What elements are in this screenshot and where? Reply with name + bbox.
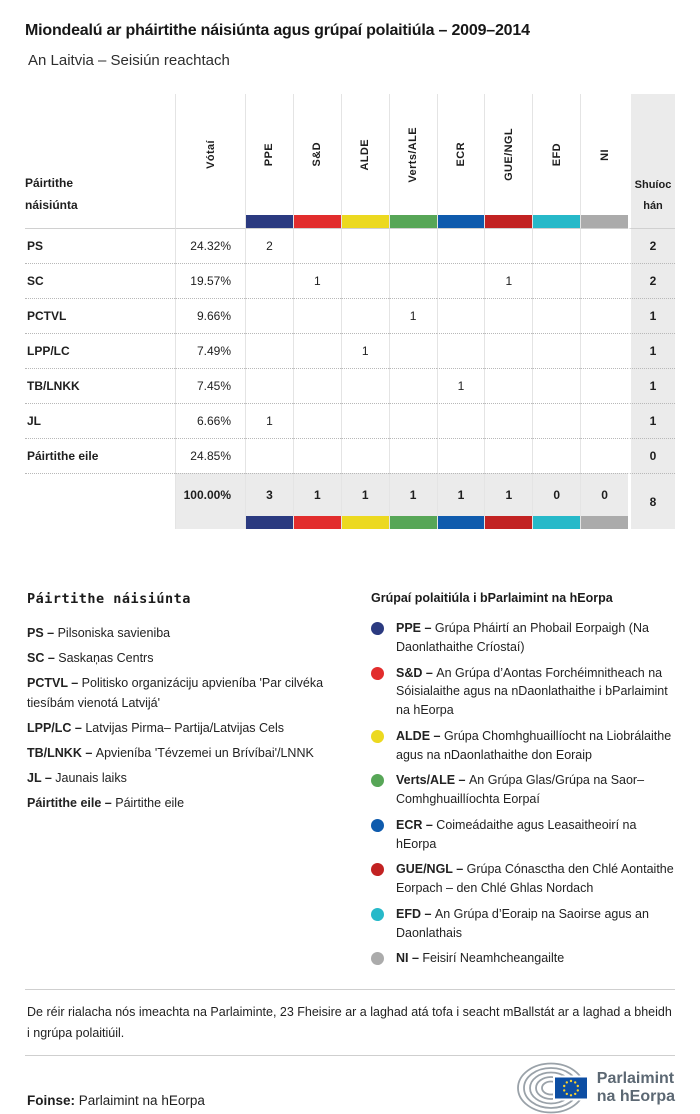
infographic-page bbox=[0, 22, 700, 1113]
group-seats-cell bbox=[580, 298, 628, 333]
party-name-cell: PCTVL bbox=[25, 298, 175, 333]
group-column-header-alde bbox=[341, 94, 389, 228]
group-seats-cell bbox=[293, 438, 341, 473]
group-column-header-sd bbox=[293, 94, 341, 228]
group-seats-cell bbox=[484, 333, 532, 368]
group-color-dot-icon bbox=[371, 622, 384, 635]
party-legend-item: SC – Saskaņas Centrs bbox=[27, 651, 154, 665]
total-seats-cell: 2 bbox=[628, 228, 675, 263]
group-seats-cell bbox=[532, 263, 580, 298]
group-legend-text: S&D – An Grúpa d’Aontas Forchéimnitheach na Sóisialaithe agus na nDaonlathaithe i bParlaimint na hEorpa bbox=[396, 665, 668, 717]
total-group-seats-cell: 1 bbox=[341, 473, 389, 529]
group-column-header-vertsale bbox=[389, 94, 437, 228]
total-seats-cell: 1 bbox=[628, 333, 675, 368]
group-legend-item bbox=[371, 664, 675, 720]
group-column-header-rot: EFD bbox=[550, 142, 563, 167]
party-name-cell: Páirtithe eile bbox=[25, 438, 175, 473]
group-color-dot-icon bbox=[371, 774, 384, 787]
party-name-cell: TB/LNKK bbox=[25, 368, 175, 403]
page-subtitle: An Laitvia – Seisiún reachtach bbox=[28, 52, 230, 69]
group-color-bar bbox=[581, 215, 628, 228]
eu-flag-icon bbox=[554, 1077, 588, 1100]
party-legend-item: PS – Pilsoniska savieniba bbox=[27, 626, 171, 640]
page-title: Miondealú ar pháirtithe náisiúnta agus grúpaí polaitiúla – 2009–2014 bbox=[25, 22, 530, 39]
group-legend-item bbox=[371, 771, 675, 809]
group-seats-cell bbox=[484, 228, 532, 263]
party-name-cell: PS bbox=[25, 228, 175, 263]
group-seats-cell bbox=[341, 403, 389, 438]
group-color-dot-icon bbox=[371, 819, 384, 832]
group-seats-cell bbox=[437, 263, 485, 298]
group-legend-text: Verts/ALE – An Grúpa Glas/Grúpa na Saor–Comhghuaillíochta Eorpaí bbox=[396, 773, 645, 806]
votes-column-header bbox=[175, 94, 245, 228]
group-color-bar bbox=[533, 215, 580, 228]
group-color-bar bbox=[438, 516, 485, 529]
group-legend-item bbox=[371, 619, 675, 657]
group-seats-cell bbox=[532, 438, 580, 473]
total-group-seats-cell: 1 bbox=[389, 473, 437, 529]
group-seats-cell bbox=[580, 368, 628, 403]
group-column-header-rot: ALDE bbox=[359, 138, 372, 171]
group-legend-text: EFD – An Grúpa d’Eoraip na Saoirse agus an Daonlathais bbox=[396, 906, 649, 940]
group-color-bar bbox=[342, 516, 389, 529]
votes-cell: 6.66% bbox=[175, 403, 245, 438]
group-seats-cell bbox=[532, 368, 580, 403]
group-seats-cell bbox=[245, 438, 293, 473]
national-parties-legend bbox=[27, 591, 347, 818]
group-color-dot-icon bbox=[371, 667, 384, 680]
group-legend-item bbox=[371, 727, 675, 765]
group-seats-cell: 1 bbox=[341, 333, 389, 368]
group-color-bar bbox=[581, 516, 628, 529]
source-label: Foinse: bbox=[27, 1093, 76, 1109]
group-seats-cell bbox=[245, 333, 293, 368]
ep-hemicycle-icon bbox=[513, 1062, 589, 1114]
votes-cell: 24.32% bbox=[175, 228, 245, 263]
group-column-header-rot: ECR bbox=[454, 142, 467, 167]
group-column-header-ecr bbox=[437, 94, 485, 228]
group-seats-cell bbox=[245, 368, 293, 403]
group-seats-cell bbox=[389, 263, 437, 298]
group-seats-cell bbox=[580, 263, 628, 298]
votes-cell: 9.66% bbox=[175, 298, 245, 333]
source-value: Parlaimint na hEorpa bbox=[78, 1093, 205, 1109]
group-seats-cell bbox=[293, 368, 341, 403]
party-legend-item: Páirtithe eile – Páirtithe eile bbox=[27, 796, 185, 810]
group-seats-cell bbox=[580, 403, 628, 438]
votes-column-header-rot: Vótaí bbox=[204, 140, 217, 169]
group-seats-cell bbox=[437, 333, 485, 368]
group-seats-cell bbox=[532, 228, 580, 263]
group-column-header-ni bbox=[580, 94, 628, 228]
total-row-label-cell bbox=[25, 473, 175, 529]
source-row bbox=[27, 1062, 675, 1114]
group-seats-cell bbox=[437, 403, 485, 438]
group-column-header-rot: S&D bbox=[311, 142, 324, 167]
total-seats-cell: 2 bbox=[628, 263, 675, 298]
total-seats-cell: 0 bbox=[628, 438, 675, 473]
group-column-header-ppe bbox=[245, 94, 293, 228]
group-column-header-guengl bbox=[484, 94, 532, 228]
national-parties-legend-heading: Páirtithe náisiúnta bbox=[27, 591, 191, 607]
votes-cell: 7.45% bbox=[175, 368, 245, 403]
group-color-bar bbox=[342, 215, 389, 228]
group-color-bar bbox=[533, 516, 580, 529]
votes-cell: 24.85% bbox=[175, 438, 245, 473]
group-seats-cell bbox=[245, 298, 293, 333]
group-legend-item bbox=[371, 905, 675, 943]
group-seats-cell bbox=[532, 403, 580, 438]
footnote-text: De réir rialacha nós imeachta na Parlaiminte, 23 Fheisire ar a laghad atá tofa i seacht mBallstát ar a laghad a bheidh i ngrúpa polaitiúil. bbox=[27, 1005, 672, 1040]
group-seats-cell bbox=[341, 298, 389, 333]
divider bbox=[25, 1055, 675, 1056]
group-color-dot-icon bbox=[371, 863, 384, 876]
group-seats-cell bbox=[437, 298, 485, 333]
party-name-cell: LPP/LC bbox=[25, 333, 175, 368]
group-seats-cell bbox=[484, 403, 532, 438]
group-legend-text: NI – Feisirí Neamhcheangailte bbox=[396, 951, 565, 966]
group-color-bar bbox=[246, 215, 293, 228]
group-seats-cell bbox=[341, 438, 389, 473]
group-seats-cell bbox=[341, 228, 389, 263]
group-seats-cell bbox=[245, 263, 293, 298]
group-seats-cell: 1 bbox=[484, 263, 532, 298]
total-group-seats-cell: 1 bbox=[484, 473, 532, 529]
group-seats-cell bbox=[580, 228, 628, 263]
group-seats-cell bbox=[437, 438, 485, 473]
group-column-header-rot: Verts/ALE bbox=[407, 126, 420, 183]
group-legend-text: GUE/NGL – Grúpa Cónasctha den Chlé Aontaithe Eorpach – den Chlé Ghlas Nordach bbox=[396, 862, 674, 895]
group-color-dot-icon bbox=[371, 908, 384, 921]
group-color-dot-icon bbox=[371, 952, 384, 965]
group-color-bar bbox=[294, 215, 341, 228]
group-seats-cell: 1 bbox=[293, 263, 341, 298]
total-seats-cell: 1 bbox=[628, 403, 675, 438]
group-color-dot-icon bbox=[371, 730, 384, 743]
total-seats-cell: 1 bbox=[628, 368, 675, 403]
ep-logo bbox=[513, 1062, 675, 1114]
votes-cell: 7.49% bbox=[175, 333, 245, 368]
political-groups-legend-heading: Grúpaí polaitiúla i bParlaimint na hEorpa bbox=[371, 591, 613, 605]
group-color-bar bbox=[390, 215, 437, 228]
total-group-seats-cell: 1 bbox=[437, 473, 485, 529]
group-legend-item bbox=[371, 816, 675, 854]
group-column-header-rot: NI bbox=[598, 148, 611, 161]
group-seats-cell bbox=[437, 228, 485, 263]
group-column-header-rot: PPE bbox=[263, 142, 276, 167]
group-color-bar bbox=[246, 516, 293, 529]
group-legend-text: PPE – Grúpa Pháirtí an Phobail Eorpaigh (Na Daonlathaithe Críostaí) bbox=[396, 621, 649, 654]
group-seats-cell bbox=[580, 333, 628, 368]
political-groups-legend bbox=[371, 591, 675, 975]
group-column-header-rot: GUE/NGL bbox=[502, 128, 515, 181]
group-seats-cell bbox=[341, 263, 389, 298]
ep-logo-text: Parlaimint na hEorpa bbox=[596, 1069, 675, 1106]
votes-cell: 19.57% bbox=[175, 263, 245, 298]
group-seats-cell bbox=[389, 333, 437, 368]
group-seats-cell bbox=[293, 228, 341, 263]
total-group-seats-cell: 0 bbox=[532, 473, 580, 529]
group-seats-cell bbox=[293, 403, 341, 438]
legends-section bbox=[27, 591, 675, 975]
group-legend-text: ECR – Coimeádaithe agus Leasaitheoirí na hEorpa bbox=[396, 817, 637, 851]
party-name-cell: SC bbox=[25, 263, 175, 298]
group-seats-cell bbox=[532, 333, 580, 368]
total-seats-cell: 1 bbox=[628, 298, 675, 333]
group-seats-cell bbox=[389, 438, 437, 473]
total-votes-cell: 100.00% bbox=[175, 473, 245, 529]
party-column-header: Páirtithe náisiúnta bbox=[25, 175, 78, 212]
party-legend-item: LPP/LC – Latvijas Pirma– Partija/Latvijas Cels bbox=[27, 721, 285, 735]
group-seats-cell bbox=[293, 298, 341, 333]
party-legend-item: JL – Jaunais laiks bbox=[27, 771, 127, 785]
group-legend-item bbox=[371, 860, 675, 898]
group-color-bar bbox=[485, 516, 532, 529]
group-seats-cell bbox=[389, 368, 437, 403]
group-seats-cell bbox=[484, 298, 532, 333]
total-seats-sum-cell: 8 bbox=[628, 473, 675, 529]
party-legend-item: TB/LNKK – Apvieníba 'Tévzemei un Brívíbai'/LNNK bbox=[27, 746, 314, 760]
group-seats-cell bbox=[293, 333, 341, 368]
group-seats-cell bbox=[341, 368, 389, 403]
group-seats-cell bbox=[580, 438, 628, 473]
group-seats-cell bbox=[389, 228, 437, 263]
group-color-bar bbox=[438, 215, 485, 228]
group-color-bar bbox=[294, 516, 341, 529]
group-legend-text: ALDE – Grúpa Chomhghuaillíocht na Liobrálaithe agus na nDaonlathaithe don Eoraip bbox=[396, 728, 672, 762]
total-group-seats-cell: 3 bbox=[245, 473, 293, 529]
group-legend-item bbox=[371, 949, 675, 968]
party-name-cell: JL bbox=[25, 403, 175, 438]
group-seats-cell: 1 bbox=[437, 368, 485, 403]
group-seats-cell bbox=[484, 368, 532, 403]
seats-column-header: Shuíoc hán bbox=[628, 94, 675, 228]
total-group-seats-cell: 0 bbox=[580, 473, 628, 529]
group-column-header-efd bbox=[532, 94, 580, 228]
group-color-bar bbox=[485, 215, 532, 228]
footnote-section bbox=[25, 989, 675, 1043]
party-legend-item: PCTVL – Politisko organizáciju apvieníba 'Par cilvéka tiesíbám vienotá Latvijá' bbox=[27, 676, 324, 710]
group-seats-cell bbox=[532, 298, 580, 333]
group-seats-cell bbox=[484, 438, 532, 473]
total-group-seats-cell: 1 bbox=[293, 473, 341, 529]
group-seats-cell: 1 bbox=[245, 403, 293, 438]
group-color-bar bbox=[390, 516, 437, 529]
results-table bbox=[25, 94, 675, 529]
group-seats-cell bbox=[389, 403, 437, 438]
source-text bbox=[27, 1093, 205, 1108]
group-seats-cell: 1 bbox=[389, 298, 437, 333]
group-seats-cell: 2 bbox=[245, 228, 293, 263]
